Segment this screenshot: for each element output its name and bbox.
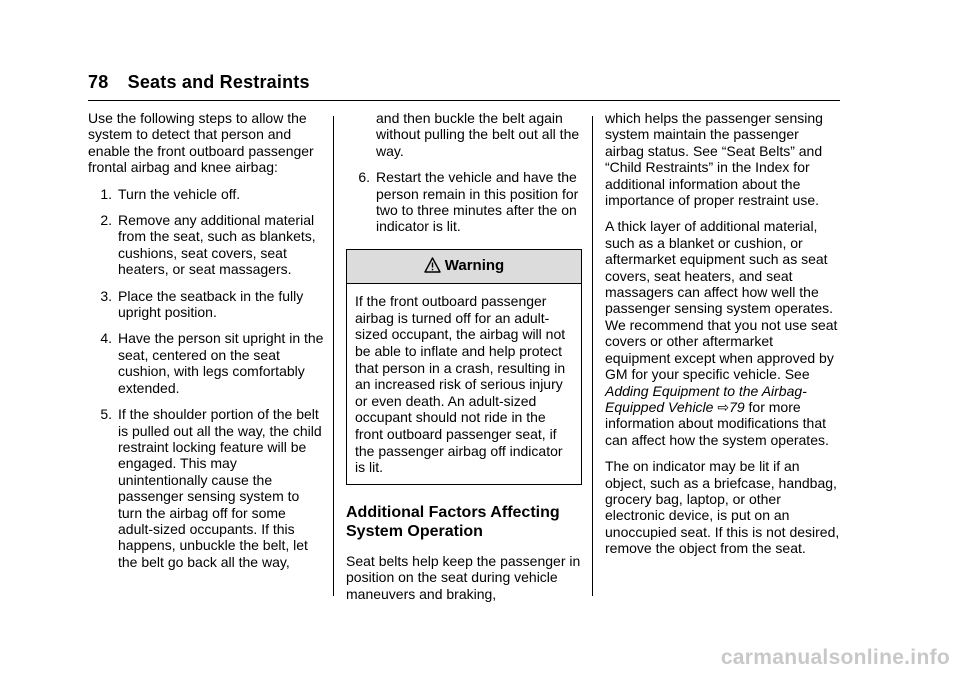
- paragraph-1: which helps the passenger sensing system maintain the passenger airbag status. See “Seat Belts” and “Child Restraints” in the Index for additional information about the importance of proper restraint use.: [605, 110, 823, 209]
- step-text: Remove any additional material from the seat, such as blankets, cushions, seat covers, seat heaters, or seat massagers.: [118, 212, 316, 278]
- cross-reference-title: Adding Equipment to the Airbag-Equipped Vehicle: [605, 382, 807, 415]
- section-heading: Additional Factors Affecting System Operation: [346, 503, 560, 540]
- column-3: [605, 110, 841, 567]
- header-rule: [88, 100, 840, 101]
- step-number: 4.: [100, 330, 112, 347]
- step-item: [88, 186, 324, 202]
- step-text: and then buckle the belt again without pulling the belt out all the way.: [376, 110, 580, 159]
- section-paragraph: Seat belts help keep the passenger in position on the seat during vehicle maneuvers and braking,: [346, 552, 581, 602]
- step-number: 2.: [100, 212, 112, 229]
- paragraph-2-tail: for more information about modifications that can affect how the system operates.: [605, 398, 829, 448]
- step-text: Restart the vehicle and have the person remain in this position for two to three minutes after the on indicator is lit.: [376, 169, 579, 235]
- warning-header: [347, 250, 581, 284]
- warning-icon: [424, 257, 441, 277]
- column-2: [346, 110, 582, 612]
- step-item: [346, 169, 582, 235]
- paragraph-2: [605, 218, 841, 448]
- column-divider: [592, 116, 593, 596]
- step-text: If the shoulder portion of the belt is pulled out all the way, the child restraint locking feature will be engaged. This may unintentionally cause the passenger sensing system to turn the airbag off for some adult-sized occupants. If this happens, unbuckle the belt, let the belt go back all the way,: [118, 406, 322, 570]
- step-number: 1.: [100, 185, 112, 202]
- steps-list: [88, 186, 324, 571]
- column-1: [88, 110, 324, 580]
- step-text: Turn the vehicle off.: [118, 185, 241, 202]
- page-number: 78: [88, 72, 109, 92]
- step-number: 6.: [358, 169, 370, 186]
- page-ref-icon: ⇨: [717, 398, 730, 415]
- step-text: Place the seatback in the fully upright position.: [118, 287, 304, 321]
- step-item: [88, 288, 324, 321]
- column-divider: [333, 116, 334, 596]
- page-header: [88, 72, 310, 93]
- step-item: [346, 110, 582, 159]
- intro-paragraph: Use the following steps to allow the system to detect that person and enable the front outboard passenger frontal airbag and knee airbag:: [88, 110, 314, 176]
- step-item: [88, 330, 324, 396]
- step-item: [88, 406, 324, 570]
- steps-list-continued: [346, 110, 582, 235]
- warning-body: If the front outboard passenger airbag is turned off for an adult-sized occupant, the airbag will not be able to inflate and help protect that person in a crash, resulting in an increased risk of serious injury or even death. An adult-sized occupant should not ride in the front outboard passenger seat, if the passenger airbag off indicator is lit.: [355, 293, 566, 476]
- paragraph-3: The on indicator may be lit if an object, such as a briefcase, handbag, grocery bag, laptop, or other electronic device, is put on an unoccupied seat. If this is not desired, remove the object from the seat.: [605, 458, 840, 557]
- step-item: [88, 212, 324, 278]
- watermark: carmanualsonline.info: [720, 646, 950, 669]
- paragraph-2-text: A thick layer of additional material, such as a blanket or cushion, or aftermarket equipment such as seat covers, seat heaters, and seat massagers can affect how well the passenger sensing system operates. We recommend that you not use seat covers or other aftermarket equipment except when approved by GM for your specific vehicle. See: [605, 218, 838, 383]
- step-text: Have the person sit upright in the seat, centered on the seat cushion, with legs comfortably extended.: [118, 330, 324, 396]
- step-number: 5.: [100, 406, 112, 423]
- warning-title: Warning: [444, 256, 505, 274]
- warning-box: [346, 249, 582, 485]
- cross-reference-page: 79: [729, 398, 745, 415]
- section-title: Seats and Restraints: [127, 72, 310, 92]
- step-number: 3.: [100, 287, 112, 304]
